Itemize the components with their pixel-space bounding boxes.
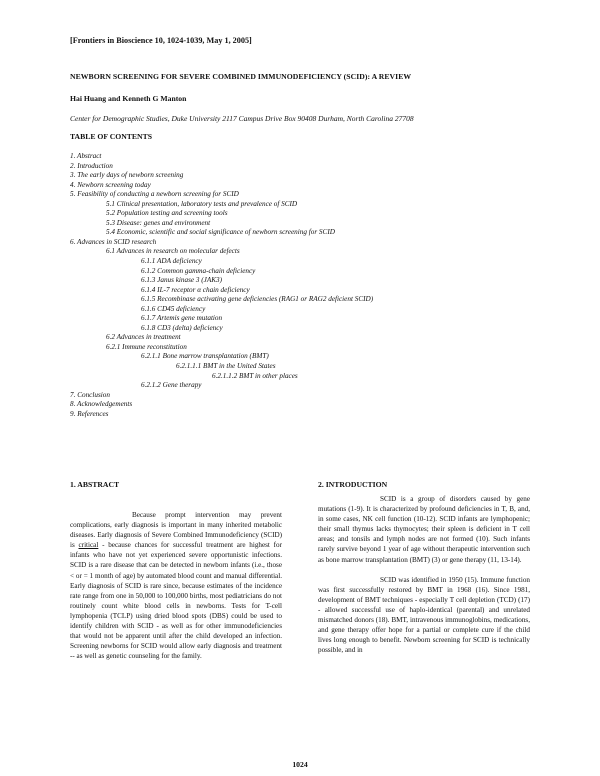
toc-item: 9. References: [70, 409, 109, 418]
toc-item: 5.3 Disease: genes and environment: [106, 218, 211, 227]
toc-item: 6.2 Advances in treatment: [106, 333, 181, 342]
toc-item: 2. Introduction: [70, 161, 113, 170]
toc-item: 6.1.1 ADA deficiency: [141, 257, 202, 266]
toc-item: 6.2.1 Immune reconstitution: [106, 342, 187, 351]
table-of-contents: [70, 152, 540, 419]
paper-title: NEWBORN SCREENING FOR SEVERE COMBINED IMMUNODEFICIENCY (SCID): A REVIEW: [70, 72, 412, 81]
toc-item: 6.2.1.2 Gene therapy: [141, 381, 202, 390]
toc-item: 6.1.5 Recombinase activating gene deficiencies (RAG1 or RAG2 deficient SCID): [141, 295, 374, 304]
introduction-paragraph-2: SCID was identified in 1950 (15). Immune function was first successfully restored by BMT in 1968 (16). Since 1981, development of BMT techniques - especially T cell depletion (TCD) (17) - allowed successful use of haplo-identical (parental) and unrelated mismatched donors (18). BMT, intravenous immunoglobins, medications, and gene therapy offer hope for a partial or complete cure if the child lives long enough to benefit. Newborn screening for SCID is technically possible, and in: [318, 575, 530, 655]
toc-item: 5. Feasibility of conducting a newborn screening for SCID: [70, 190, 239, 199]
introduction-heading: 2. INTRODUCTION: [318, 480, 388, 489]
toc-item: 7. Conclusion: [70, 390, 110, 399]
toc-item: 6.2.1.1.1 BMT in the United States: [176, 362, 276, 371]
toc-item: 6.1.8 CD3 (delta) deficiency: [141, 323, 223, 332]
toc-item: 6.1.2 Common gamma-chain deficiency: [141, 266, 256, 275]
toc-item: 6.1.7 Artemis gene mutation: [141, 314, 223, 323]
toc-item: 1. Abstract: [70, 152, 102, 160]
abstract-emphasis: critical: [78, 541, 99, 550]
abstract-paragraph: [70, 510, 282, 661]
introduction-paragraph-1: SCID is a group of disorders caused by gene mutations (1-9). It is characterized by profound deficiencies in T, B, and, in some cases, NK cell function (10-12). SCID infants are lymphopenic; their small thymus lacks thymocytes; their spleen is deficient in T cell areas; and tonsils and lymph nodes are not formed (10). Such infants rarely survive beyond 1 year of age without therapeutic intervention such as bone marrow transplantation (BMT) (3) or gene therapy (11, 13-14).: [318, 495, 530, 564]
abstract-heading: 1. ABSTRACT: [70, 480, 120, 489]
journal-header: [Frontiers in Bioscience 10, 1024-1039, May 1, 2005]: [70, 36, 252, 45]
introduction-body: [318, 494, 530, 655]
toc-item: 6.1 Advances in research on molecular defects: [106, 247, 240, 256]
toc-item: 6. Advances in SCID research: [70, 237, 157, 246]
toc-item: 5.1 Clinical presentation, laboratory tests and prevalence of SCID: [106, 199, 298, 208]
toc-item: 3. The early days of newborn screening: [70, 171, 184, 180]
abstract-body: [70, 510, 282, 661]
toc-item: 6.2.1.1 Bone marrow transplantation (BMT): [141, 352, 269, 361]
toc-item: 8. Acknowledgements: [70, 400, 133, 409]
authors: Hai Huang and Kenneth G Manton: [70, 94, 187, 103]
toc-item: 5.4 Economic, scientific and social significance of newborn screening for SCID: [106, 228, 335, 237]
toc-item: 6.1.6 CD45 deficiency: [141, 304, 206, 313]
toc-title: TABLE OF CONTENTS: [70, 132, 153, 141]
page-number: 1024: [292, 760, 308, 769]
toc-item: 5.2 Population testing and screening tools: [106, 209, 228, 218]
abstract-text-b: - because chances for successful treatment are highest for infants who have not yet experienced severe opportunistic infections. SCID is a rare disease that can be detected in newborn infants (i.e., those < or = 1 month of age) by automated blood count and manual differential. Early diagnosis of SCID is rare since, because estimates of the incidence rate range from one in 50,000 to 100,000 births, most pediatricians do not routinely count white blood cells in newborns. Tests for T-cell lymphopenia (TCLP) using dried blood spots (DBS) could be used to identify children with SCID - as well as for other immunodeficiencies that would not be apparent until after the child developed an infection. Screening newborns for SCID would allow early diagnosis and treatment -- as well as genetic counseling for the family.: [70, 541, 282, 661]
toc-item: 6.1.4 IL-7 receptor α chain deficiency: [141, 285, 250, 294]
toc-item: 6.1.3 Janus kinase 3 (JAK3): [141, 276, 223, 285]
toc-item: 6.2.1.1.2 BMT in other places: [212, 371, 298, 380]
toc-item: 4. Newborn screening today: [70, 180, 151, 189]
affiliation: Center for Demographic Studies, Duke University 2117 Campus Drive Box 90408 Durham, North Carolina 27708: [70, 114, 414, 123]
abstract-text-a: Because prompt intervention may prevent complications, early diagnosis is important in many inherited metabolic diseases. Early diagnosis of Severe Combined Immunodeficiency (SCID) is: [70, 511, 282, 550]
